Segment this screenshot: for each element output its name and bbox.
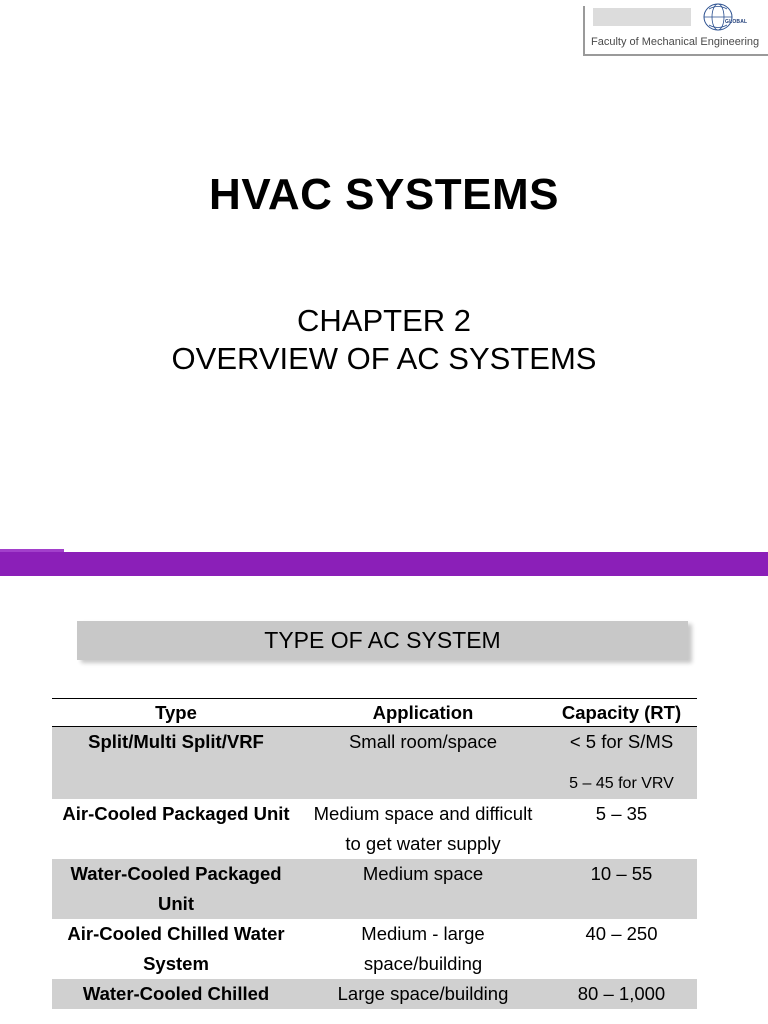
cell-capacity: 10 – 55 — [546, 859, 697, 919]
table-row — [52, 727, 697, 800]
table-row — [52, 799, 697, 859]
faculty-name: Faculty of Mechanical Engineering — [591, 36, 760, 48]
cell-type: Air-Cooled Chilled Water System — [67, 923, 285, 974]
faculty-logo — [583, 6, 768, 56]
cell-application: Large space/building — [300, 979, 546, 1009]
chapter-subtitle: OVERVIEW OF AC SYSTEMS — [171, 341, 597, 376]
table-header-row — [52, 699, 697, 727]
cell-capacity: 80 – 1,000 — [546, 979, 697, 1009]
cell-application: Small room/space — [300, 727, 546, 800]
chapter-number: CHAPTER 2 — [297, 303, 471, 338]
cell-type: Split/Multi Split/VRF — [52, 727, 300, 800]
logo-wordmark: GLOBAL — [725, 19, 748, 25]
capacity-value: < 5 for S/MS — [569, 731, 674, 752]
section-title: TYPE OF AC SYSTEM — [264, 627, 501, 653]
cell-application: Medium space — [300, 859, 546, 919]
capacity-value-extra: 5 – 45 for VRV — [569, 775, 674, 792]
cell-type: Water-Cooled Packaged Unit — [52, 859, 300, 919]
header-type: Type — [52, 699, 300, 727]
table-row — [52, 919, 697, 979]
header-capacity: Capacity (RT) — [546, 699, 697, 727]
section-title-bar — [77, 621, 688, 660]
ac-system-table — [52, 698, 697, 1009]
cell-capacity — [546, 727, 697, 800]
globe-logo-icon — [701, 0, 735, 34]
cell-capacity: 40 – 250 — [585, 923, 658, 944]
chapter-heading — [0, 302, 768, 378]
cell-type: Water-Cooled Chilled — [52, 979, 300, 1009]
table-row — [52, 979, 697, 1009]
slide-title: HVAC SYSTEMS — [209, 170, 559, 219]
cell-type: Air-Cooled Packaged Unit — [62, 803, 290, 824]
cell-capacity: 5 – 35 — [595, 803, 648, 824]
logo-grey-block — [593, 8, 691, 26]
cell-application: Medium - large space/building — [361, 923, 485, 974]
cell-application: Medium space and difficult to get water supply — [313, 803, 533, 854]
header-application: Application — [300, 699, 546, 727]
purple-divider-band — [0, 552, 768, 576]
table-row — [52, 859, 697, 919]
